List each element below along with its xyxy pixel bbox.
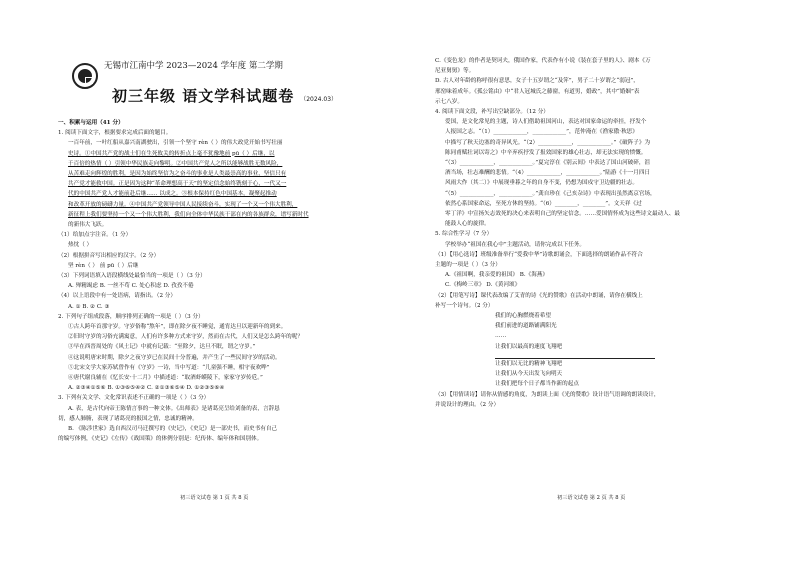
poem-block <box>435 311 764 389</box>
text-line: 风雨大作（其二）》中展现垂暮之年的自身不变，仍想为国戍守卫边疆的壮志。 <box>445 180 638 187</box>
poem-line: 让我们以最高的速度飞翔吧 <box>495 343 563 350</box>
text-line: 和改革开放的磅礴力量。④中国共产党领导中国人民接续奋斗，实现了一个又一个伟大胜利， <box>68 201 298 208</box>
text-line: 2. 下列句子组成段落，顺序排列正确的一项是（ ）（3 分） <box>58 313 204 320</box>
text-line: C.《梅岭三章》 D.《黄河颂》 <box>445 282 521 289</box>
text-line: 依然心系国家命运，至死方休的坚持。“（6）________，________”。文天祥《过 <box>445 200 642 207</box>
text-line: A. 表，是古代向帝王陈情言事的一种文体。《出师表》是诸葛亮呈给刘备的表，言辞恳 <box>68 405 280 412</box>
left-column <box>58 118 389 445</box>
text-line: 新征程上我们要坚持一个又一个伟大胜利，我们向全体中华民族干部在内的各族群众，谱写新时代 <box>68 211 309 218</box>
poem-line: 让我们以无比的精神飞翔吧 <box>495 360 563 367</box>
answer-blank-line[interactable] <box>495 352 655 359</box>
text-line: D. 古人对年龄的称呼很有意思，女子十五岁谓之“及笄”，男子二十岁谓之“弱冠”， <box>435 78 639 85</box>
text-line: 代的中国共产党人才能前赴后继…… 以成之。③根本保持红色中国基本，凝聚起推动 <box>68 191 277 198</box>
text-line: （3）【用情读诗】请你从情感的角度，为朗读上面《光的赞歌》设计语气语调的朗读设计， <box>435 391 660 398</box>
text-line: ⑥唐代谢良辅在《忆长安·十二月》中描述道：“取酒虾蟆陵下，家家守岁传卮。” <box>68 375 263 382</box>
text-line: 坚 rèn（ ） 前 pū（ ）后继 <box>68 262 139 269</box>
text-line: A.《祖国啊，我亲爱的祖国》 B.《海燕》 <box>445 272 548 279</box>
text-line: 爱国，是文化常见的主题，诗人们借助祖国河山，表达对国家命运的牵挂，抒发个 <box>445 119 647 126</box>
text-line: （2）【用笔写诗】课代表改编了艾青的诗《光的赞歌》在活动中朗诵，请你在横线上 <box>435 292 643 299</box>
text-line: 热忱（ ） <box>68 242 93 249</box>
text-line: 1. 阅读下面文字，根据要求完成后面的题目。 <box>58 130 172 137</box>
text-line: 3. 下列有关文学、文化常识表述不正确的一项是（ ）（3 分） <box>58 395 210 402</box>
text-line: （2）根据拼音写出相应的汉字。（2 分） <box>58 252 160 259</box>
text-line: 酒当场，壮志难酬的悲情。“（4）____________，____________。”陆游《十一月四日 <box>445 170 651 177</box>
page-footer-right: 初三语文试卷 第 2 页 共 8 页 <box>557 495 626 501</box>
text-line: ②旧时守岁的习俗充满寓意，人们有许多种方式来守岁，然而在古代，人们又是怎么跨年的呢？ <box>68 334 303 341</box>
text-line: “（5）____________，____________。”龚自珍在《己亥杂诗》中表现出虽然离京官场， <box>445 190 656 197</box>
text-line: 零丁洋》中宣扬矢志效死的决心来表明自己的坚定信念。……爱国情怀成为这些诗文最动人、最 <box>445 211 680 218</box>
text-line: ⑤北宋文学大家苏轼曾作有《守岁》一诗，当中写道：“儿童强不睡，相守夜欢哗” <box>68 364 270 371</box>
text-line: 从苦难走向辉煌的胜利，是因为始终坚信为之奋斗的事业是人类最崇高的事业，坚信只有 <box>68 171 287 178</box>
text-line: 5. 综合性学习（7 分） <box>435 231 493 238</box>
text-line: A. ②③④①⑤⑥ B. ①③⑥⑤④② C. ②①③⑥⑤④ D. ①②③⑤⑥④ <box>68 385 225 392</box>
poem-line: 我们的心胸燃烧着希望 <box>495 313 551 320</box>
text-line: 的编写体例，《史记》《左传》《战国策》的体例分别是：纪传体、编年体和国别体。 <box>58 436 263 443</box>
text-line: （3）下列词语填入语段横线处最恰当的一项是（ ）（3 分） <box>58 273 206 280</box>
text-line: （1）给加点字注音。（1 分） <box>58 232 132 239</box>
right-column <box>435 56 764 410</box>
text-line: （4）以上语段中有一处语病，请指出。（2 分） <box>58 293 176 300</box>
text-line: 一、积累与运用（41 分） <box>58 120 124 126</box>
text-line: B. 《陈涉世家》选自西汉司马迁撰写的《史记》，《史记》是一部史书，而史书有自己 <box>68 426 278 433</box>
text-line: 邢窑味着成年。《孤公铭由》中“君人冠城氏之藤窗，有道男，婚政”，其中“婚姻”表 <box>435 88 640 95</box>
text-line: 补写一个诗句。（2 分） <box>435 302 494 309</box>
text-line: 一百年前，一叶红船从嘉兴南湖驶出，引领一个坚守 rèn（ ）的伟大政党开始书写壮丽 <box>68 140 283 147</box>
text-line: 学校举办“祖国在我心中”主题活动，请你完成以下任务。 <box>445 241 585 248</box>
text-line: 共产党才能救中国。正是因为这种“革命理想高于天”的坚定信念始终镌刻于心，一代又一 <box>68 181 287 188</box>
exam-title-text: 初三年级 语文学科试题卷 <box>112 87 295 105</box>
poem-line: 我们前进的道路铺满阳光 <box>495 323 557 330</box>
text-line: 陈同甫赋壮词以寄之》中辛弃疾抒发了报效国家的雄心壮志，却无法实现的愤慨。 <box>445 149 647 156</box>
text-line: A. ① B. ② C. ③ <box>68 303 110 310</box>
text-line: ①古人跨年首那守岁。守岁俗称“熬年”，即在除夕夜不睡觉，通宵达旦以迎新年的到来。 <box>68 324 287 331</box>
text-line: （1）【用心选诗】班级准备举行“爱我中华”诗歌朗诵会，下面选择的朗诵作品不符合 <box>435 251 643 258</box>
text-line: 示七八岁。 <box>435 98 463 105</box>
page-footer-left: 初三语文试卷 第 1 页 共 8 页 <box>180 495 249 501</box>
text-line: 切，感人肺腑，表现了诸葛亮的报国之情，忠诚的精神。 <box>58 415 198 422</box>
poem-line: 让我们把每个日子都当作新的起点 <box>495 381 579 388</box>
text-line: 主题的一项是（ ）（3 分） <box>435 262 501 269</box>
text-line: 人报国之志。“（1）____________，____________”，范仲淹在《渔家傲·秋思》 <box>445 129 638 136</box>
poem-line: …… <box>495 333 507 340</box>
text-line: C.《变色龙》的作者是契诃夫，俄国作家，代表作有小说《装在套子里的人》、剧本《万 <box>435 58 651 64</box>
text-line: 中描写了秋天边塞的奇异风光。“（2）____________，____________。”《破阵子》为 <box>445 139 651 146</box>
text-line: A. 殚精竭虑 B. 一丝不苟 C. 处心积虑 D. 孜孜不倦 <box>68 283 194 290</box>
text-line: 4. 阅读下面文段，补写出空缺部分。（12 分） <box>435 109 549 116</box>
exam-date: （2024.03） <box>300 96 338 103</box>
poem-line: 让我们从今天出发飞向明天 <box>495 371 563 378</box>
text-line: 尼亚舅舅》等。 <box>435 68 475 75</box>
school-logo-icon <box>72 63 98 89</box>
exam-title <box>112 85 337 106</box>
text-line: “（3）____________，____________。”夏完淳在《别云间》中表达了国山河破碎，沮 <box>445 160 651 167</box>
text-line: ④这说明唐宋时期，除夕之夜守岁已在民间十分普遍，并产生了一些民间守岁的活动。 <box>68 354 281 361</box>
text-line: 的新伟大飞跃。 <box>68 222 108 229</box>
school-name: 无锡市江南中学 2023—2024 学年度 第二学期 <box>104 61 283 71</box>
text-line: 并说设计的理由。（2 分） <box>435 401 500 408</box>
exam-header <box>72 55 392 125</box>
text-line: 千百倍的热情（ ）引领中华民族走向黎明。②中国共产党人之所以能够战胜无数风险， <box>68 160 283 167</box>
text-line: 能鼓人心的旋律。 <box>445 221 490 228</box>
text-line: 史诗。①中国共产党的战士们在生死攸关的转折点上毫不犹豫地前 pū（ ）后继，以 <box>68 150 275 157</box>
page-right <box>397 0 794 561</box>
text-line: ③早在西晋周处的《风土记》中就有记载：“至除夕，达旦不眠，谓之守岁。” <box>68 344 256 351</box>
